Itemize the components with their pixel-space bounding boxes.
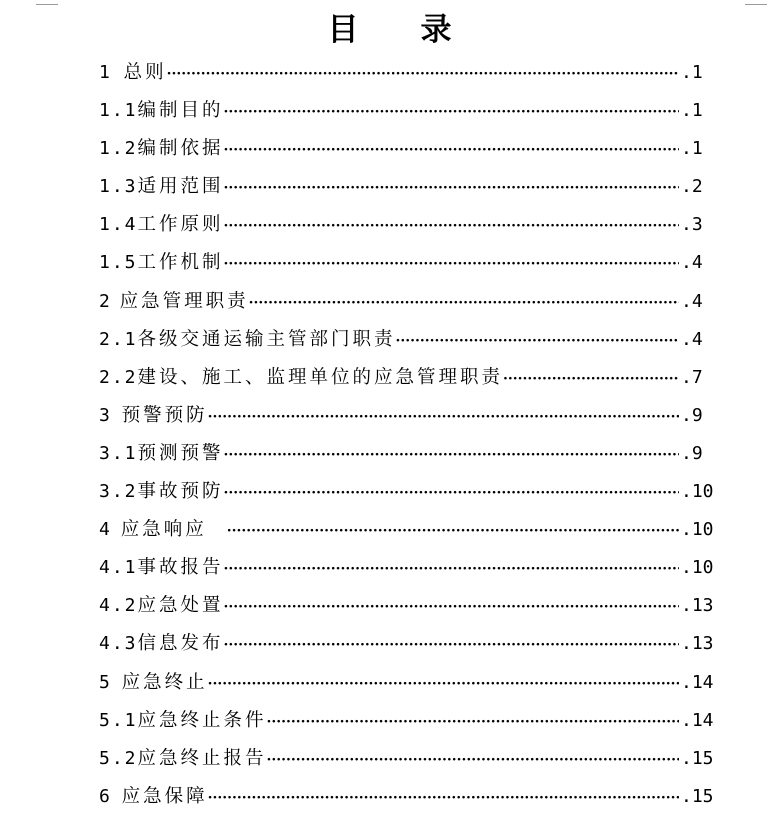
toc-entry-number: 3.2: [99, 481, 138, 503]
toc-entry-number: 4.3: [99, 633, 138, 655]
toc-entry-page: .3: [681, 214, 703, 236]
toc-dot-leader: [224, 626, 679, 664]
toc-entry-page: .10: [681, 557, 714, 579]
toc-title-char-2: 录: [420, 12, 452, 48]
toc-title: [0, 4, 779, 49]
toc-dot-leader: [224, 207, 679, 245]
toc-entry-page: .7: [681, 366, 703, 388]
toc-entry-title: 应急管理职责: [119, 290, 249, 312]
toc-entry[interactable]: [99, 473, 714, 511]
toc-entry-number: 6: [99, 785, 112, 807]
toc-entry-number: 5: [99, 671, 112, 693]
toc-dot-leader: [224, 169, 679, 207]
toc-entry-page: .14: [681, 709, 714, 731]
toc-dot-leader: [224, 93, 679, 131]
toc-entry-number: 1.4: [99, 214, 138, 236]
toc-entry[interactable]: [99, 130, 709, 168]
toc-entry-title: 预警预防: [121, 404, 208, 426]
toc-entry-number: 5.2: [99, 747, 138, 769]
toc-entry-title: 工作原则: [137, 214, 224, 236]
toc-entry[interactable]: [99, 664, 714, 702]
toc-entry-title: 各级交通运输主管部门职责: [137, 328, 396, 350]
toc-dot-leader: [503, 360, 679, 398]
toc-entry[interactable]: [99, 511, 714, 549]
toc-entry-page: .1: [681, 100, 703, 122]
toc-title-char-1: 目: [327, 12, 359, 48]
toc-entry[interactable]: [99, 206, 709, 244]
toc-entry[interactable]: [99, 435, 709, 473]
toc-entry[interactable]: [99, 283, 709, 321]
toc-entry-number: 2.2: [99, 366, 138, 388]
toc-dot-leader: [267, 703, 679, 741]
toc-entry[interactable]: [99, 740, 714, 778]
toc-entry-page: .15: [681, 747, 714, 769]
toc-entry-page: .9: [681, 404, 703, 426]
toc-entry[interactable]: [99, 702, 714, 740]
toc-entry[interactable]: [99, 359, 709, 397]
toc-dot-leader: [224, 474, 679, 512]
toc-entry-number: 5.1: [99, 709, 138, 731]
toc-entry-number: 3: [99, 404, 112, 426]
toc-entry-number: 4: [99, 519, 112, 541]
toc-entry-number: 1: [99, 62, 112, 83]
toc-dot-leader: [167, 55, 679, 93]
toc-entry[interactable]: [99, 549, 714, 587]
toc-dot-leader: [208, 779, 679, 817]
toc-entry-number: 2.1: [99, 328, 138, 350]
toc-dot-leader: [224, 436, 679, 474]
toc-entry-title: 编制依据: [137, 138, 224, 160]
toc-entry-title: 应急终止: [121, 671, 208, 693]
toc-entry-page: .10: [681, 481, 714, 503]
toc-entry-page: .4: [681, 328, 703, 350]
toc-entry-number: 1.2: [99, 138, 138, 160]
toc-entry-title: 信息发布: [137, 633, 224, 655]
toc-dot-leader: [249, 284, 679, 322]
toc-entry-number: 1.1: [99, 100, 138, 122]
toc-dot-leader: [224, 588, 679, 626]
toc-entry[interactable]: [99, 397, 709, 435]
toc-dot-leader: [224, 550, 679, 588]
toc-entry-number: 2: [99, 290, 112, 312]
toc-entry-page: .1: [681, 62, 703, 83]
toc-dot-leader: [396, 322, 679, 360]
toc-list: [99, 54, 714, 816]
toc-entry-page: .2: [681, 176, 703, 198]
toc-entry-title: 适用范围: [137, 176, 224, 198]
toc-entry[interactable]: [99, 54, 709, 92]
toc-entry-title: 编制目的: [137, 100, 224, 122]
toc-dot-leader: [224, 131, 679, 169]
toc-entry-title: 应急保障: [121, 785, 208, 807]
toc-entry-title: 事故预防: [137, 481, 224, 503]
toc-entry-title: 事故报告: [137, 557, 224, 579]
toc-entry-title: 应急响应: [120, 519, 207, 541]
toc-entry-title: 建设、施工、监理单位的应急管理职责: [137, 366, 504, 388]
toc-entry-title: 预测预警: [137, 442, 224, 464]
toc-entry-title: 总则: [123, 62, 167, 83]
toc-entry[interactable]: [99, 587, 714, 625]
toc-entry-page: .14: [681, 671, 714, 693]
toc-entry-page: .13: [681, 633, 714, 655]
toc-dot-leader: [208, 665, 679, 703]
toc-entry-number: 4.2: [99, 595, 138, 617]
toc-entry-page: .1: [681, 138, 703, 160]
toc-entry-title: 应急终止报告: [137, 747, 267, 769]
toc-entry-page: .4: [681, 252, 703, 274]
toc-dot-leader: [224, 245, 679, 283]
toc-entry-page: .9: [681, 442, 703, 464]
toc-entry-title: 应急终止条件: [137, 709, 267, 731]
toc-entry-page: .4: [681, 290, 703, 312]
toc-entry-number: 3.1: [99, 442, 138, 464]
toc-entry-number: 1.5: [99, 252, 138, 274]
toc-entry-number: 4.1: [99, 557, 138, 579]
toc-entry[interactable]: [99, 625, 714, 663]
toc-entry-page: .10: [681, 519, 714, 541]
toc-entry-title: 应急处置: [137, 595, 224, 617]
toc-dot-leader: [267, 741, 679, 779]
toc-entry[interactable]: [99, 168, 709, 206]
toc-entry-page: .13: [681, 595, 714, 617]
toc-dot-leader: [208, 398, 679, 436]
toc-entry[interactable]: [99, 244, 709, 282]
toc-entry-number: 1.3: [99, 176, 138, 198]
toc-entry[interactable]: [99, 778, 714, 816]
toc-dot-leader: [227, 512, 679, 550]
toc-entry[interactable]: [99, 321, 709, 359]
toc-entry-page: .15: [681, 785, 714, 807]
toc-entry[interactable]: [99, 92, 709, 130]
toc-entry-title: 工作机制: [137, 252, 224, 274]
